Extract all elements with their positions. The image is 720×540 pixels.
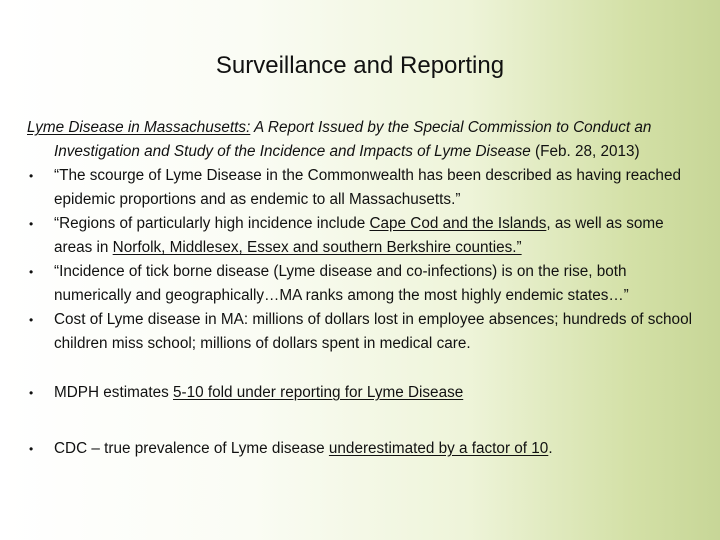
report-description: A Report Issued by the Special Commission to Conduct an Investigation and Study of the Incidence and Impacts of Lyme Disease bbox=[54, 119, 652, 160]
list-item bbox=[27, 381, 699, 405]
bullet-icon: • bbox=[29, 217, 34, 231]
slide-content bbox=[27, 116, 699, 461]
report-citation bbox=[27, 116, 699, 164]
list-item bbox=[27, 260, 699, 308]
report-date: (Feb. 28, 2013) bbox=[530, 143, 640, 160]
bullet-text: “Incidence of tick borne disease (Lyme disease and co-infections) is on the rise, both numerically and geographically…MA ranks among the most highly endemic states…” bbox=[54, 263, 629, 304]
bullet-text: MDPH estimates bbox=[54, 384, 173, 401]
bullet-icon: • bbox=[29, 169, 34, 183]
bullet-text: . bbox=[548, 440, 553, 457]
underlined-text: Norfolk, Middlesex, Essex and southern Berkshire counties.” bbox=[112, 239, 522, 256]
list-item bbox=[27, 212, 699, 260]
bullet-icon: • bbox=[29, 265, 34, 279]
report-name: Lyme Disease in Massachusetts: bbox=[27, 119, 251, 136]
bullet-text: CDC – true prevalence of Lyme disease bbox=[54, 440, 329, 457]
bullet-text: , as well as some areas in bbox=[54, 215, 664, 256]
underlined-text: 5-10 fold under reporting for Lyme Disease bbox=[173, 384, 464, 401]
bullet-icon: • bbox=[29, 313, 34, 327]
list-item bbox=[27, 308, 699, 356]
list-item bbox=[27, 164, 699, 212]
bullet-text: “The scourge of Lyme Disease in the Commonwealth has been described as having reached epidemic proportions and as endemic to all Massachusetts.” bbox=[54, 167, 681, 208]
bullet-text: “Regions of particularly high incidence include bbox=[54, 215, 370, 232]
underlined-text: underestimated by a factor of 10 bbox=[328, 440, 549, 457]
list-item bbox=[27, 437, 699, 461]
bullet-icon: • bbox=[29, 442, 34, 456]
bullet-text: Cost of Lyme disease in MA: millions of dollars lost in employee absences; hundreds of school children miss school; millions of dollars spent in medical care. bbox=[54, 311, 692, 352]
bullet-icon: • bbox=[29, 386, 34, 400]
underlined-text: Cape Cod and the Islands bbox=[369, 215, 547, 232]
slide-title: Surveillance and Reporting bbox=[215, 52, 505, 79]
bullet-list bbox=[27, 164, 699, 461]
